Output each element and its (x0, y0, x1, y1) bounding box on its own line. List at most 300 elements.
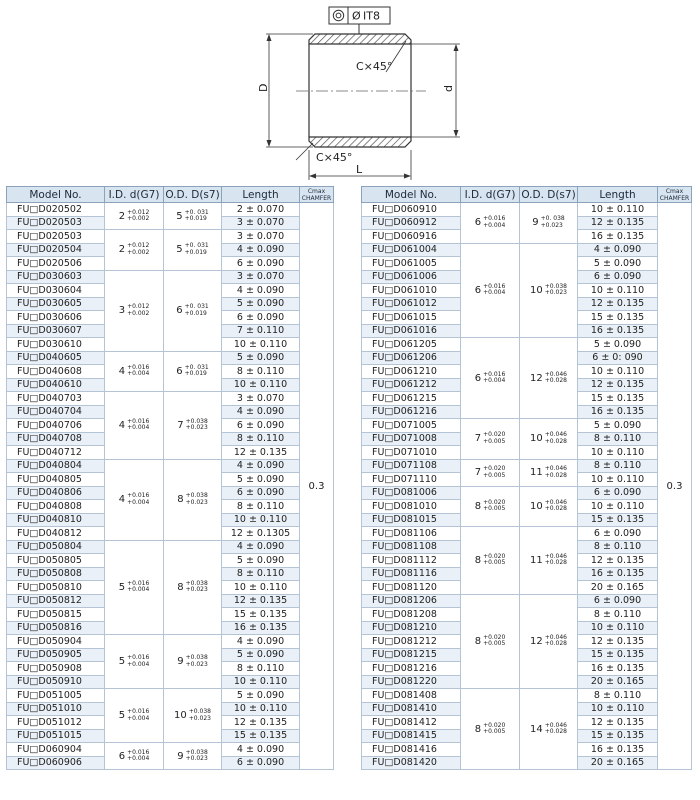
length-cell: 10 ± 0.110 (578, 365, 658, 379)
tolerance-value (119, 709, 150, 722)
nominal-size: 8 (474, 500, 482, 512)
lower-tolerance: +0.023 (185, 586, 208, 594)
model-number-cell: FU□D081420 (362, 756, 461, 770)
lower-tolerance: +0.004 (127, 586, 150, 594)
table-header-row (7, 187, 334, 203)
nominal-size: 4 (118, 494, 126, 505)
outer-diameter-cell (520, 338, 578, 419)
tolerance-limits (127, 750, 149, 763)
length-cell: 4 ± 0.090 (222, 743, 300, 757)
upper-tolerance: +0.020 (483, 465, 506, 472)
tolerance-value (475, 372, 506, 385)
model-number-cell: FU□D081208 (362, 608, 461, 622)
model-number-cell: FU□D081215 (362, 648, 461, 662)
lower-tolerance: +0.005 (483, 505, 506, 513)
upper-tolerance: +0.016 (127, 363, 150, 371)
header-id: I.D. d(G7) (105, 187, 164, 203)
table-row (362, 338, 692, 352)
inner-diameter-cell (105, 203, 164, 230)
tolerance-limits (483, 723, 505, 736)
model-number-cell: FU□D030605 (7, 297, 105, 311)
nominal-size: 5 (176, 244, 183, 256)
model-number-cell: FU□D050904 (7, 635, 105, 649)
model-number-cell: FU□D020502 (7, 203, 105, 217)
tolerance-limits (127, 419, 149, 432)
model-number-cell: FU□D061005 (362, 257, 461, 271)
model-number-cell: FU□D081015 (362, 513, 461, 527)
upper-tolerance: +0.038 (185, 748, 208, 756)
lower-tolerance: +0.019 (184, 215, 207, 222)
upper-tolerance: +0.016 (483, 282, 506, 290)
model-number-cell: FU□D030606 (7, 311, 105, 325)
tolerance-value (530, 635, 567, 648)
nominal-size: 8 (474, 635, 482, 647)
inner-diameter-cell (461, 419, 520, 460)
nominal-size: 10 (530, 433, 543, 445)
chamfer-value-cell: 0.3 (300, 203, 334, 770)
nominal-size: 5 (118, 656, 126, 667)
model-number-cell: FU□D081206 (362, 594, 461, 608)
table-body-left (7, 203, 334, 770)
tolerance-limits (127, 581, 149, 594)
model-number-cell: FU□D060906 (7, 756, 105, 770)
table-row (7, 392, 334, 406)
upper-tolerance: +0.046 (544, 498, 567, 506)
model-number-cell: FU□D040806 (7, 486, 105, 500)
upper-tolerance: +0.016 (127, 492, 150, 499)
tolerance-value (475, 635, 506, 648)
lower-tolerance: +0.005 (483, 728, 506, 735)
length-cell: 8 ± 0.110 (222, 365, 300, 379)
model-number-cell: FU□D061012 (362, 297, 461, 311)
lower-tolerance: +0.019 (184, 309, 207, 317)
table-row (362, 243, 692, 257)
length-cell: 6 ± 0.090 (578, 270, 658, 284)
tolerance-value (177, 493, 208, 506)
length-cell: 4 ± 0.090 (578, 243, 658, 257)
model-number-cell: FU□D040608 (7, 365, 105, 379)
model-number-cell: FU□D061006 (362, 270, 461, 284)
model-number-cell: FU□D081010 (362, 500, 461, 514)
upper-tolerance: +0. 038 (540, 215, 565, 223)
inner-diameter-cell (105, 459, 164, 540)
model-number-cell: FU□D050816 (7, 621, 105, 635)
tolerance-value (530, 466, 567, 479)
table-row (7, 540, 334, 554)
model-number-cell: FU□D030603 (7, 270, 105, 284)
model-number-cell: FU□D040708 (7, 432, 105, 446)
length-cell: 10 ± 0.110 (578, 284, 658, 298)
tolerance-limits (483, 500, 505, 513)
inner-diameter-cell (105, 635, 164, 689)
nominal-size: 6 (474, 284, 482, 296)
tolerance-value (530, 723, 567, 736)
inner-diameter-cell (461, 203, 520, 244)
upper-tolerance: +0.020 (483, 721, 506, 729)
nominal-size: 14 (530, 723, 543, 735)
length-cell: 5 ± 0.090 (578, 257, 658, 271)
length-cell: 7 ± 0.110 (222, 324, 300, 338)
tolerance-value (530, 554, 567, 567)
lower-tolerance: +0.004 (127, 498, 150, 506)
outer-diameter-label: D (257, 83, 270, 92)
tolerance-value (177, 419, 208, 432)
model-number-cell: FU□D061015 (362, 311, 461, 325)
lower-tolerance: +0.019 (184, 370, 207, 378)
tolerance-limits (483, 284, 505, 297)
nominal-size: 8 (177, 581, 184, 593)
tolerance-limits (189, 709, 211, 722)
model-number-cell: FU□D040804 (7, 459, 105, 473)
model-number-cell: FU□D081410 (362, 702, 461, 716)
nominal-size: 2 (118, 210, 126, 222)
tolerance-value (119, 304, 150, 317)
length-cell: 6 ± 0.090 (222, 486, 300, 500)
length-cell: 20 ± 0.165 (578, 675, 658, 689)
tolerance-limits (127, 365, 149, 378)
length-cell: 2 ± 0.070 (222, 203, 300, 217)
length-cell: 12 ± 0.135 (222, 446, 300, 460)
table-row (362, 419, 692, 433)
inner-diameter-cell (105, 743, 164, 770)
upper-tolerance: +0.016 (127, 417, 150, 425)
length-cell: 4 ± 0.090 (222, 243, 300, 257)
inner-diameter-cell (105, 351, 164, 392)
outer-diameter-cell (164, 203, 222, 230)
model-number-cell: FU□D071005 (362, 419, 461, 433)
table-row (362, 689, 692, 703)
nominal-size: 6 (118, 750, 126, 762)
length-cell: 5 ± 0.090 (222, 473, 300, 487)
model-number-cell: FU□D060912 (362, 216, 461, 230)
length-cell: 12 ± 0.135 (578, 216, 658, 230)
length-cell: 10 ± 0.110 (578, 203, 658, 217)
length-cell: 12 ± 0.135 (578, 554, 658, 568)
upper-tolerance: +0.046 (544, 465, 567, 472)
table-row (7, 203, 334, 217)
model-number-cell: FU□D061210 (362, 365, 461, 379)
tolerance-limits (185, 210, 209, 223)
length-cell: 3 ± 0.070 (222, 216, 300, 230)
table-row (7, 230, 334, 244)
inner-diameter-cell (461, 527, 520, 595)
length-label: L (356, 163, 363, 176)
lower-tolerance: +0.004 (483, 289, 506, 297)
tolerance-value (119, 655, 150, 668)
tolerance-value (475, 284, 506, 297)
model-number-cell: FU□D081415 (362, 729, 461, 743)
length-cell: 6 ± 0.090 (222, 257, 300, 271)
header-id: I.D. d(G7) (461, 187, 520, 203)
model-number-cell: FU□D050910 (7, 675, 105, 689)
length-cell: 16 ± 0.135 (578, 230, 658, 244)
upper-tolerance: +0.016 (127, 579, 150, 587)
length-cell: 8 ± 0.110 (222, 500, 300, 514)
length-cell: 10 ± 0.110 (222, 675, 300, 689)
nominal-size: 9 (177, 750, 184, 762)
lower-tolerance: +0.005 (483, 471, 506, 479)
lower-tolerance: +0.004 (483, 377, 506, 384)
lower-tolerance: +0.023 (544, 289, 567, 297)
tolerance-limits (127, 210, 149, 223)
lower-tolerance: +0.023 (185, 660, 208, 668)
tolerance-limits (127, 493, 149, 506)
spec-table-left (6, 186, 334, 770)
tolerance-limits (545, 432, 567, 445)
nominal-size: 7 (177, 419, 184, 431)
length-cell: 4 ± 0.090 (222, 405, 300, 419)
outer-diameter-cell (164, 392, 222, 460)
bushing-technical-drawing (0, 0, 700, 185)
length-cell: 16 ± 0.135 (578, 662, 658, 676)
tolerance-limits (483, 432, 505, 445)
upper-tolerance: +0.038 (185, 492, 208, 499)
length-cell: 4 ± 0.090 (222, 284, 300, 298)
lower-tolerance: +0.028 (544, 437, 567, 445)
tolerance-limits (545, 466, 567, 479)
nominal-size: 6 (474, 217, 482, 229)
model-number-cell: FU□D020503 (7, 216, 105, 230)
model-number-cell: FU□D081216 (362, 662, 461, 676)
tolerance-value (119, 365, 150, 378)
model-number-cell: FU□D051005 (7, 689, 105, 703)
length-cell: 5 ± 0.090 (222, 297, 300, 311)
model-number-cell: FU□D071108 (362, 459, 461, 473)
length-cell: 10 ± 0.110 (222, 513, 300, 527)
table-header-row (362, 187, 692, 203)
tolerance-limits (186, 655, 208, 668)
outer-diameter-cell (164, 689, 222, 743)
inner-diameter-label: d (442, 85, 455, 92)
model-number-cell: FU□D081220 (362, 675, 461, 689)
outer-diameter-cell (520, 689, 578, 770)
upper-tolerance: +0.038 (188, 708, 211, 715)
inner-diameter-cell (461, 243, 520, 338)
length-cell: 3 ± 0.070 (222, 230, 300, 244)
nominal-size: 3 (118, 305, 126, 316)
outer-diameter-cell (520, 203, 578, 244)
model-number-cell: FU□D050908 (7, 662, 105, 676)
upper-tolerance: +0.020 (483, 498, 506, 506)
chamfer-value-cell: 0.3 (658, 203, 692, 770)
header-cmax: Cmax CHAMFER (300, 187, 334, 203)
lower-tolerance: +0.028 (544, 728, 567, 735)
lower-tolerance: +0.023 (185, 424, 208, 432)
length-cell: 8 ± 0.110 (222, 432, 300, 446)
lower-tolerance: +0.004 (483, 221, 506, 229)
model-number-cell: FU□D020504 (7, 243, 105, 257)
lower-tolerance: +0.005 (483, 559, 506, 567)
tolerance-value (475, 466, 506, 479)
model-number-cell: FU□D040706 (7, 419, 105, 433)
length-cell: 16 ± 0.135 (578, 567, 658, 581)
nominal-size: 4 (118, 419, 126, 431)
nominal-size: 11 (530, 554, 543, 566)
header-length: Length (222, 187, 300, 203)
table-row (7, 270, 334, 284)
model-number-cell: FU□D050812 (7, 594, 105, 608)
length-cell: 16 ± 0.135 (578, 405, 658, 419)
tolerance-value (532, 216, 565, 229)
lower-tolerance: +0.004 (127, 714, 150, 722)
upper-tolerance: +0.046 (544, 721, 567, 729)
length-cell: 16 ± 0.135 (578, 324, 658, 338)
upper-tolerance: +0.038 (185, 417, 208, 425)
dimension-arrows (267, 34, 459, 179)
nominal-size: 9 (177, 656, 184, 667)
outer-diameter-cell (164, 230, 222, 271)
length-cell: 10 ± 0.110 (222, 581, 300, 595)
model-number-cell: FU□D081210 (362, 621, 461, 635)
tolerance-value (530, 284, 567, 297)
model-number-cell: FU□D040808 (7, 500, 105, 514)
length-cell: 5 ± 0.090 (222, 648, 300, 662)
nominal-size: 6 (176, 365, 183, 377)
outer-diameter-cell (164, 459, 222, 540)
lower-tolerance: +0.005 (483, 640, 506, 648)
model-number-cell: FU□D051015 (7, 729, 105, 743)
nominal-size: 6 (474, 372, 482, 384)
length-cell: 12 ± 0.135 (222, 594, 300, 608)
model-number-cell: FU□D020503 (7, 230, 105, 244)
model-number-cell: FU□D081116 (362, 567, 461, 581)
length-cell: 5 ± 0.090 (222, 554, 300, 568)
outer-diameter-cell (520, 527, 578, 595)
lower-tolerance: +0.028 (544, 559, 567, 567)
lower-tolerance: +0.002 (127, 215, 150, 222)
model-number-cell: FU□D040812 (7, 527, 105, 541)
nominal-size: 2 (118, 244, 126, 256)
length-cell: 8 ± 0.110 (222, 567, 300, 581)
inner-diameter-cell (461, 594, 520, 689)
length-cell: 10 ± 0.110 (222, 338, 300, 352)
length-cell: 4 ± 0.090 (222, 635, 300, 649)
model-number-cell: FU□D081106 (362, 527, 461, 541)
lower-tolerance: +0.004 (127, 755, 150, 762)
tolerance-limits (186, 750, 208, 763)
upper-tolerance: +0.016 (127, 748, 150, 756)
table-row (362, 594, 692, 608)
model-number-cell: FU□D060904 (7, 743, 105, 757)
length-cell: 8 ± 0.110 (578, 608, 658, 622)
tolerance-limits (545, 554, 567, 567)
length-cell: 5 ± 0.090 (578, 419, 658, 433)
lower-tolerance: +0.002 (127, 309, 150, 317)
nominal-size: 5 (176, 210, 183, 222)
nominal-size: 4 (118, 365, 126, 377)
length-cell: 8 ± 0.110 (222, 662, 300, 676)
tolerance-limits (545, 372, 567, 385)
header-od: O.D. D(s7) (521, 188, 576, 201)
model-number-cell: FU□D030610 (7, 338, 105, 352)
lower-tolerance: +0.028 (544, 471, 567, 479)
tolerance-value (475, 216, 506, 229)
nominal-size: 10 (530, 500, 543, 512)
length-cell: 15 ± 0.135 (578, 648, 658, 662)
lower-tolerance: +0.004 (127, 660, 150, 668)
model-number-cell: FU□D040810 (7, 513, 105, 527)
tolerance-value (177, 655, 208, 668)
tolerance-limits (483, 216, 505, 229)
tolerance-value (119, 419, 150, 432)
model-number-cell: FU□D071008 (362, 432, 461, 446)
tolerance-value (119, 493, 150, 506)
nominal-size: 11 (530, 467, 543, 478)
model-number-cell: FU□D040704 (7, 405, 105, 419)
upper-tolerance: +0.016 (127, 708, 150, 715)
inner-diameter-cell (105, 540, 164, 635)
outer-diameter-cell (520, 486, 578, 527)
upper-tolerance: +0.038 (544, 282, 567, 290)
length-cell: 6 ± 0.090 (222, 419, 300, 433)
model-number-cell: FU□D081408 (362, 689, 461, 703)
tolerance-limits (186, 419, 208, 432)
length-cell: 10 ± 0.110 (578, 446, 658, 460)
inner-diameter-cell (105, 230, 164, 271)
tolerance-limits (541, 216, 565, 229)
tolerance-limits (185, 243, 209, 256)
length-cell: 15 ± 0.135 (578, 513, 658, 527)
chamfer-top-label: C×45° (356, 60, 393, 73)
tolerance-limits (483, 466, 505, 479)
lower-tolerance: +0.002 (127, 248, 150, 256)
outer-diameter-cell (520, 459, 578, 486)
length-cell: 12 ± 0.1305 (222, 527, 300, 541)
model-number-cell: FU□D071010 (362, 446, 461, 460)
length-cell: 6 ± 0: 090 (578, 351, 658, 365)
header-model: Model No. (7, 187, 105, 203)
header-cmax: Cmax CHAMFER (658, 187, 692, 203)
model-number-cell: FU□D050805 (7, 554, 105, 568)
header-length: Length (578, 187, 658, 203)
upper-tolerance: +0. 031 (184, 242, 209, 250)
tolerance-limits (127, 709, 149, 722)
tolerance-value (177, 750, 208, 763)
table-row (7, 689, 334, 703)
tolerance-limits (483, 554, 505, 567)
model-number-cell: FU□D040605 (7, 351, 105, 365)
length-cell: 12 ± 0.135 (578, 378, 658, 392)
tolerance-value (530, 372, 567, 385)
length-cell: 15 ± 0.135 (222, 608, 300, 622)
lower-tolerance: +0.023 (188, 714, 211, 722)
length-cell: 8 ± 0.110 (578, 540, 658, 554)
header-model: Model No. (362, 187, 461, 203)
model-number-cell: FU□D061212 (362, 378, 461, 392)
outer-diameter-cell (164, 351, 222, 392)
upper-tolerance: +0.046 (544, 633, 567, 641)
length-cell: 8 ± 0.110 (578, 689, 658, 703)
tolerance-limits (483, 635, 505, 648)
upper-tolerance: +0.020 (483, 633, 506, 641)
tolerance-value (176, 243, 209, 256)
length-cell: 3 ± 0.070 (222, 392, 300, 406)
upper-tolerance: +0. 031 (184, 363, 209, 371)
dimension-lines (266, 34, 460, 180)
upper-tolerance: +0.020 (483, 552, 506, 560)
length-cell: 6 ± 0.090 (578, 527, 658, 541)
tolerance-value (119, 750, 150, 763)
model-number-cell: FU□D081412 (362, 716, 461, 730)
diameter-symbol: Ø (352, 9, 361, 23)
length-cell: 6 ± 0.090 (222, 756, 300, 770)
tolerance-limits (185, 304, 209, 317)
inner-diameter-cell (461, 338, 520, 419)
nominal-size: 7 (474, 467, 482, 478)
lower-tolerance: +0.004 (127, 424, 150, 432)
bushing-section (296, 34, 426, 147)
tolerance-value (174, 709, 211, 722)
